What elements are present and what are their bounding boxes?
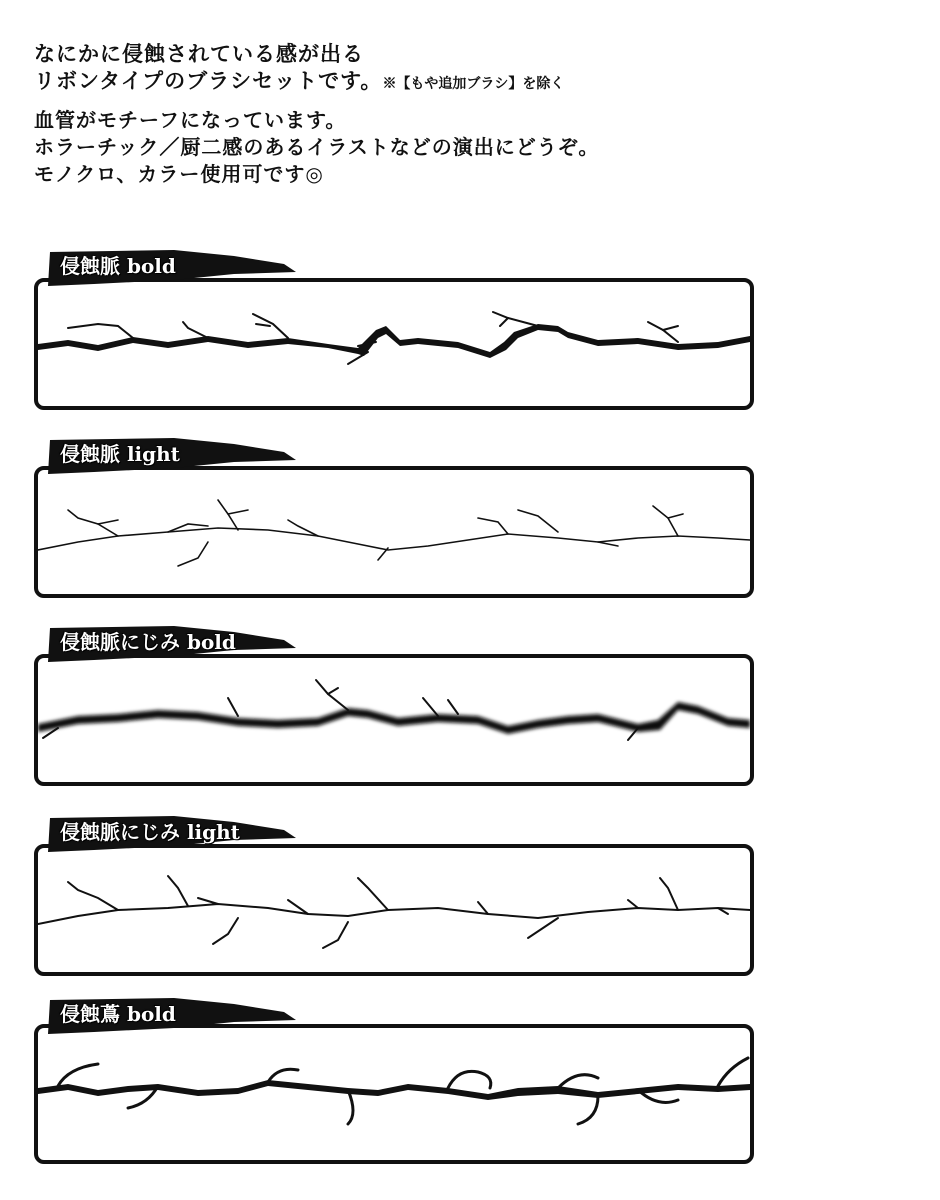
vein-stroke-bold bbox=[38, 282, 750, 406]
brush-tag-3 bbox=[34, 622, 304, 664]
ivy-stroke-bold bbox=[38, 1028, 750, 1160]
vein-stroke-light bbox=[38, 470, 750, 594]
intro-line-4: ホラーチック／厨二感のあるイラストなどの演出にどうぞ。 bbox=[34, 135, 600, 159]
brush-label-2: 侵蝕脈 light bbox=[60, 442, 180, 466]
brush-label-5: 侵蝕蔦 bold bbox=[60, 1002, 176, 1026]
brush-panel-3 bbox=[34, 622, 750, 792]
brush-preview-1 bbox=[34, 278, 754, 410]
intro-line-1: なにかに侵蝕されている感が出る bbox=[34, 41, 364, 66]
brush-panel-2 bbox=[34, 434, 750, 604]
brush-preview-3 bbox=[34, 654, 754, 786]
brush-label-3: 侵蝕脈にじみ bold bbox=[60, 630, 236, 654]
brush-panel-1 bbox=[34, 246, 750, 416]
brush-label-1: 侵蝕脈 bold bbox=[60, 254, 176, 278]
brush-preview-5 bbox=[34, 1024, 754, 1164]
brush-tag-1 bbox=[34, 246, 304, 288]
intro-line-3: 血管がモチーフになっています。 bbox=[34, 108, 347, 132]
brush-tag-5 bbox=[34, 994, 304, 1036]
brush-preview-2 bbox=[34, 466, 754, 598]
brush-tag-4 bbox=[34, 812, 304, 854]
intro-text bbox=[34, 40, 914, 188]
intro-line-2 bbox=[34, 67, 914, 98]
intro-line-2-note: ※【もや追加ブラシ】を除く bbox=[382, 76, 565, 92]
intro-line-5: モノクロ、カラー使用可です◎ bbox=[34, 162, 324, 186]
brush-panel-4 bbox=[34, 812, 750, 982]
vein-stroke-blur-light bbox=[38, 848, 750, 972]
brush-panel-5 bbox=[34, 994, 750, 1174]
brush-preview-4 bbox=[34, 844, 754, 976]
brush-tag-2 bbox=[34, 434, 304, 476]
intro-line-2-main: リボンタイプのブラシセットです。 bbox=[34, 68, 383, 93]
vein-stroke-blur-bold bbox=[38, 658, 750, 782]
brush-label-4: 侵蝕脈にじみ light bbox=[60, 820, 240, 844]
